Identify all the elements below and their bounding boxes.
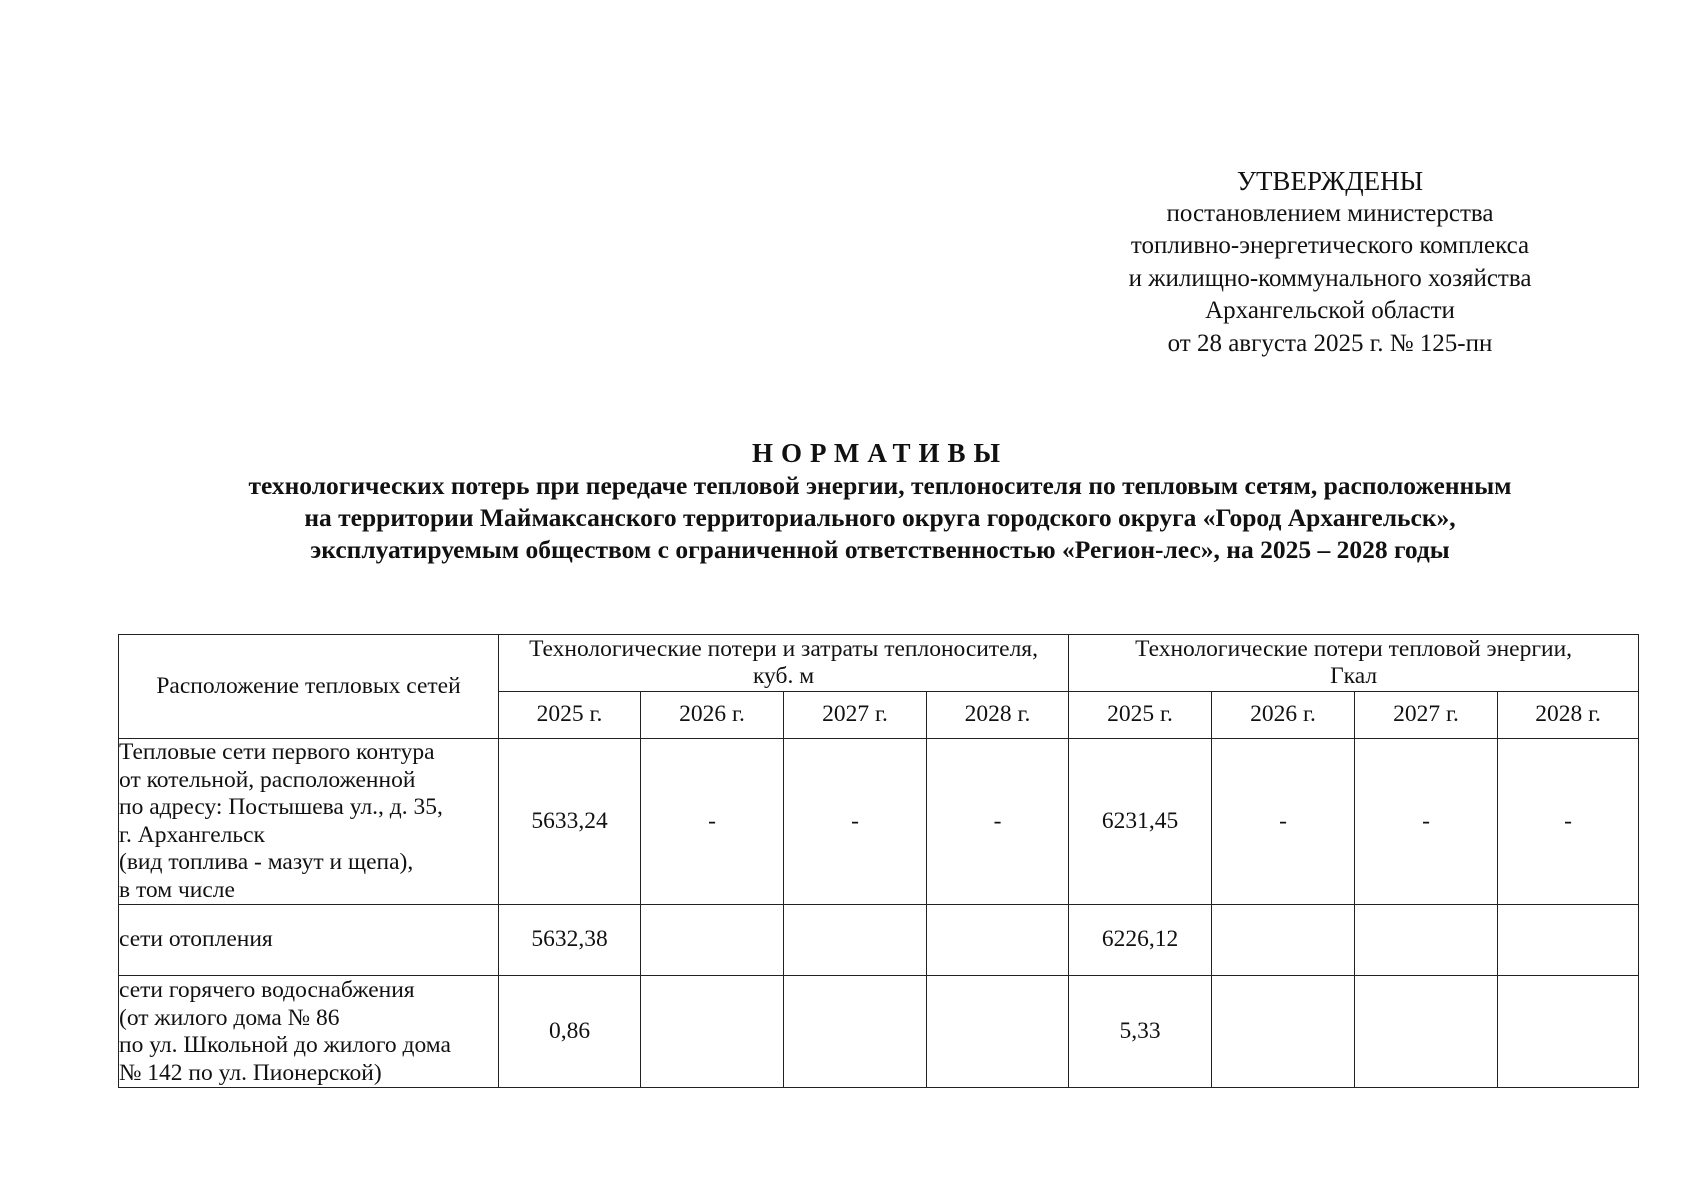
table-cell <box>1498 905 1639 976</box>
approval-line: топливно-энергетического комплекса <box>1130 232 1530 259</box>
table-cell: - <box>784 739 927 905</box>
row-description-line: (вид топлива - мазут и щепа), <box>119 849 414 875</box>
document-title: НОРМАТИВЫ <box>751 438 1009 468</box>
row-description-line: (от жилого дома № 86 <box>119 1004 340 1031</box>
table-cell: 6226,12 <box>1069 905 1212 976</box>
table-header-row <box>119 635 1639 692</box>
approval-line: и жилищно-коммунального хозяйства <box>1128 264 1532 292</box>
row-description-line: от котельной, расположенной <box>119 766 416 793</box>
header-year: 2028 г. <box>1498 692 1639 739</box>
table-cell: 0,86 <box>499 976 641 1088</box>
table-cell: - <box>1498 739 1639 905</box>
table-cell: - <box>641 739 784 905</box>
header-year: 2026 г. <box>1212 692 1355 739</box>
header-year: 2028 г. <box>927 692 1069 739</box>
header-year: 2025 г. <box>499 692 641 739</box>
header-heat-losses-unit: Гкал <box>1330 663 1378 689</box>
table-row <box>119 976 1639 1088</box>
document-subtitle-line: на территории Маймаксанского территориального округа городского округа «Город Архангельск», <box>304 503 1456 532</box>
approval-line: постановлением министерства <box>1166 199 1494 227</box>
header-heat-losses-line: Технологические потери тепловой энергии, <box>1135 635 1573 662</box>
document-subtitle-line: технологических потерь при передаче тепловой энергии, теплоносителя по тепловым сетям, расположенным <box>248 471 1512 500</box>
header-year: 2027 г. <box>1355 692 1498 739</box>
table-cell <box>1212 905 1355 976</box>
row-description-line: в том числе <box>119 876 235 903</box>
table-cell <box>1212 976 1355 1088</box>
table-cell <box>927 905 1069 976</box>
row-description-line: г. Архангельск <box>119 821 265 848</box>
table-row <box>119 905 1639 976</box>
row-description-line: сети отопления <box>119 926 273 953</box>
table-cell: 5632,38 <box>499 905 641 976</box>
row-description-line: по ул. Школьной до жилого дома <box>119 1032 451 1058</box>
approval-heading: УТВЕРЖДЕНЫ <box>1236 166 1424 196</box>
table-cell <box>927 976 1069 1088</box>
approval-date-line: от 28 августа 2025 г. № 125-пн <box>1167 329 1493 357</box>
row-description-line: № 142 по ул. Пионерской) <box>119 1059 382 1086</box>
approval-block <box>1050 165 1610 360</box>
table-cell <box>784 976 927 1088</box>
row-description <box>119 739 499 905</box>
row-description-line: Тепловые сети первого контура <box>119 739 435 765</box>
table-cell: - <box>1355 739 1498 905</box>
table-cell: 5633,24 <box>499 739 641 905</box>
header-year: 2026 г. <box>641 692 784 739</box>
header-year: 2027 г. <box>784 692 927 739</box>
header-coolant-losses-unit: куб. м <box>752 663 815 689</box>
row-description <box>119 976 499 1088</box>
row-description <box>119 905 499 976</box>
table-row <box>119 739 1639 905</box>
table-cell: - <box>1212 739 1355 905</box>
header-coolant-losses <box>499 635 1069 692</box>
row-description-line: по адресу: Постышева ул., д. 35, <box>119 794 443 820</box>
approval-line: Архангельской области <box>1205 297 1455 324</box>
header-location: Расположение тепловых сетей <box>119 635 499 739</box>
table-cell: 6231,45 <box>1069 739 1212 905</box>
table-cell <box>1355 905 1498 976</box>
table-cell <box>641 905 784 976</box>
table-cell <box>1498 976 1639 1088</box>
table-cell <box>784 905 927 976</box>
norms-table <box>118 634 1639 1088</box>
header-year: 2025 г. <box>1069 692 1212 739</box>
header-heat-losses <box>1069 635 1639 692</box>
table-cell <box>1355 976 1498 1088</box>
table-cell: 5,33 <box>1069 976 1212 1088</box>
document-title-block <box>100 436 1660 566</box>
table-cell <box>641 976 784 1088</box>
row-description-line: сети горячего водоснабжения <box>119 977 415 1003</box>
document-subtitle-line: эксплуатируемым обществом с ограниченной ответственностью «Регион-лес», на 2025 – 2028 годы <box>310 535 1450 564</box>
table-cell: - <box>927 739 1069 905</box>
header-coolant-losses-line: Технологические потери и затраты теплоносителя, <box>529 635 1038 662</box>
